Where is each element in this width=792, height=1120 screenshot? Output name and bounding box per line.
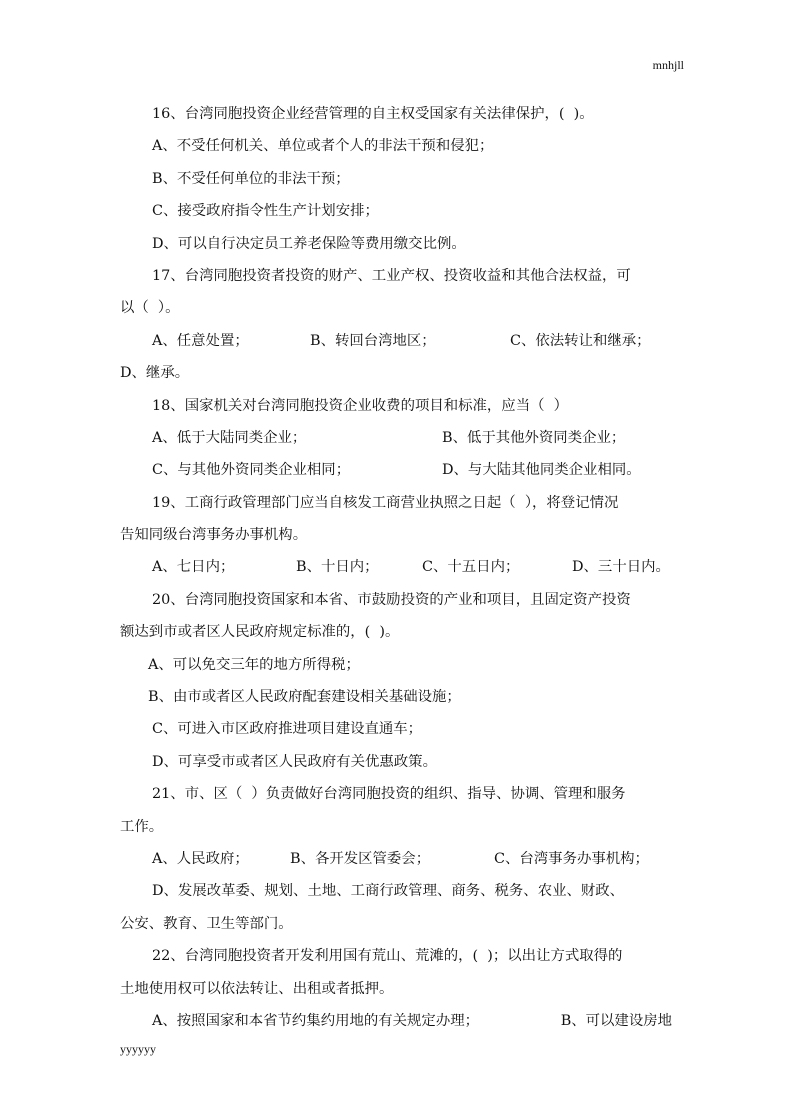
question-21-stem-line2: 工作。: [120, 818, 164, 835]
question-20-option-c: C、可进入市区政府推进项目建设直通车；: [152, 721, 423, 738]
page-header: mnhjll: [652, 58, 684, 72]
question-22-options-row: [120, 1005, 672, 1037]
question-22-option-a: A、按照国家和本省节约集约用地的有关规定办理；: [152, 1012, 479, 1029]
question-19-options-row: [120, 551, 672, 583]
question-18-option-d: D、与大陆其他同类企业相同。: [442, 462, 641, 479]
question-22-stem-line2: 土地使用权可以依法转让、出租或者抵押。: [120, 980, 394, 997]
question-17-option-c: C、依法转让和继承；: [510, 332, 651, 349]
question-20-option-b: B、由市或者区人民政府配套建设相关基础设施；: [148, 689, 461, 706]
question-19-option-a: A、七日内；: [152, 559, 235, 576]
question-17-stem-line2: 以（ ）。: [120, 300, 180, 317]
question-20-stem-line1: 20、台湾同胞投资国家和本省、市鼓励投资的产业和项目，且固定资产投资: [152, 591, 631, 608]
question-21-option-d-line1: D、发展改革委、规划、土地、工商行政管理、商务、税务、农业、财政、: [152, 883, 625, 900]
question-16-option-b: B、不受任何单位的非法干预；: [152, 170, 350, 187]
question-17-options-row: [120, 325, 672, 357]
question-16-stem: 16、台湾同胞投资企业经营管理的自主权受国家有关法律保护，( )。: [152, 106, 594, 122]
document-body: [120, 98, 672, 1037]
question-21-option-b: B、各开发区管委会；: [290, 850, 431, 867]
question-17-option-a: A、任意处置；: [152, 332, 249, 349]
question-18-options-row2: [120, 454, 672, 486]
question-20-option-d: D、可享受市或者区人民政府有关优惠政策。: [152, 753, 437, 770]
question-22-option-b: B、可以建设房地: [560, 1012, 672, 1029]
question-19-option-d: D、三十日内。: [572, 559, 670, 576]
question-16-option-a: A、不受任何机关、单位或者个人的非法干预和侵犯；: [152, 138, 494, 155]
question-17-stem-line1: 17、台湾同胞投资者投资的财产、工业产权、投资收益和其他合法权益，可: [152, 267, 631, 284]
question-18-stem: 18、国家机关对台湾同胞投资企业收费的项目和标准，应当（ ）: [152, 397, 569, 414]
question-19-stem-line2: 告知同级台湾事务办事机构。: [120, 527, 308, 544]
question-17-option-d: D、继承。: [120, 365, 190, 382]
question-20-option-a: A、可以免交三年的地方所得税；: [148, 656, 360, 673]
question-18-options-row1: [120, 422, 672, 454]
question-16-option-d: D、可以自行决定员工养老保险等费用缴交比例。: [152, 235, 466, 252]
question-18-option-c: C、与其他外资同类企业相同；: [152, 462, 351, 479]
question-19-option-b: B、十日内；: [296, 559, 379, 576]
question-17-option-b: B、转回台湾地区；: [310, 332, 436, 349]
question-19-stem-line1: 19、工商行政管理部门应当自核发工商营业执照之日起（ ），将登记情况: [152, 494, 619, 511]
question-21-option-a: A、人民政府；: [152, 850, 249, 867]
question-16-option-c: C、接受政府指令性生产计划安排；: [152, 203, 379, 220]
question-21-stem-line1: 21、市、区（ ）负责做好台湾同胞投资的组织、指导、协调、管理和服务: [152, 786, 626, 803]
question-21-options-row: [120, 843, 672, 875]
question-18-option-a: A、低于大陆同类企业；: [152, 429, 307, 446]
question-18-option-b: B、低于其他外资同类企业；: [442, 429, 626, 446]
question-22-stem-line1: 22、台湾同胞投资者开发利用国有荒山、荒滩的，( )；以出让方式取得的: [152, 948, 623, 965]
question-21-option-c: C、台湾事务办事机构；: [494, 850, 649, 867]
question-20-stem-line2: 额达到市或者区人民政府规定标准的，( )。: [120, 624, 400, 641]
question-19-option-c: C、十五日内；: [422, 559, 520, 576]
page-footer: yyyyyy: [120, 1042, 156, 1056]
question-21-option-d-line2: 公安、教育、卫生等部门。: [120, 915, 293, 932]
